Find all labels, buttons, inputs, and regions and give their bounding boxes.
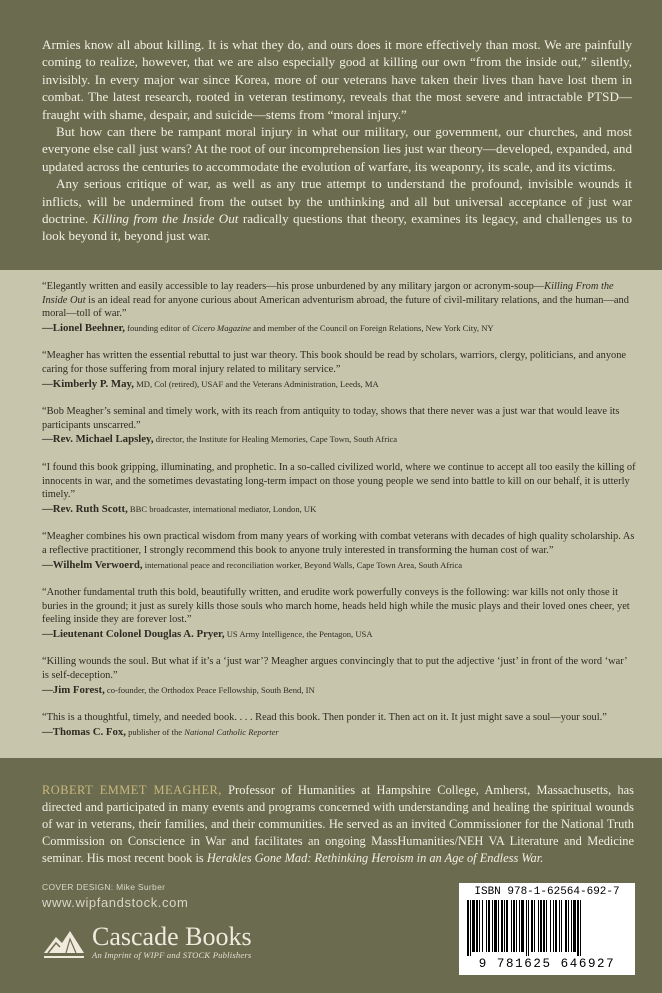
endorser-name: —Rev. Michael Lapsley, <box>42 433 154 446</box>
endorsement-quote <box>42 530 636 557</box>
endorser-role: publisher of the <box>125 726 185 737</box>
author-bio <box>0 770 662 866</box>
endorsement-quote <box>42 655 636 682</box>
credits <box>42 882 188 910</box>
endorser-name: —Kimberly P. May, <box>42 377 134 390</box>
endorsement-attribution <box>42 322 636 336</box>
author-name: ROBERT EMMET MEAGHER, <box>42 783 222 798</box>
quote-text: “Bob Meagher’s seminal and timely work, with its reach from antiquity to today, shows that there never was a just war that would leave its participants unscarred.” <box>42 406 620 431</box>
endorser-role: international peace and reconciliation worker, Beyond Walls, Cape Town Area, South Africa <box>142 559 463 570</box>
endorser-role: US Army Intelligence, the Pentagon, USA <box>224 628 373 639</box>
endorsement-quote <box>42 586 636 627</box>
endorsements-section <box>0 270 662 758</box>
endorsement <box>42 655 636 697</box>
endorser-role: MD, Col (retired), USAF and the Veterans Administration, Leeds, MA <box>133 378 379 389</box>
endorser-name: —Lieutenant Colonel Douglas A. Pryer, <box>42 627 225 640</box>
quote-text: “Another fundamental truth this bold, beautifully written, and erudite work powerfully conveys is the following: war kills not only those it buries in the ground; it just as surely kills those souls who march home, heads held high while the music plays and their loved ones cheer, yet feeling inside they are forever lost.” <box>42 587 630 626</box>
endorsement-quote <box>42 711 636 725</box>
quote-text: “This is a thoughtful, timely, and needed book. . . . Read this book. Then ponder it. Then act on it. It just might save a soul—your soul.” <box>42 712 607 724</box>
endorsement <box>42 586 636 641</box>
book-title: Killing from the Inside Out <box>92 211 239 227</box>
isbn-label: ISBN 978-1-62564-692-7 <box>474 886 620 898</box>
endorsement-attribution <box>42 378 636 392</box>
description-paragraph-3 <box>42 175 632 245</box>
cover-design-credit: COVER DESIGN: Mike Surber <box>42 882 166 892</box>
mountain-logo-icon <box>42 923 86 961</box>
bio-book-title: Herakles Gone Mad: Rethinking Heroism in an Age of Endless War. <box>206 850 544 865</box>
quote-text: “Meagher combines his own practical wisdom from many years of working with combat veterans with decades of high quality scholarship. As a reflective practitioner, I strongly recommend this book to anyone truly interested in transforming the human cost of war.” <box>42 531 635 556</box>
publisher-url: www.wipfandstock.com <box>42 895 189 910</box>
endorsement-attribution <box>42 433 636 447</box>
endorsement-attribution <box>42 684 636 698</box>
barcode <box>459 883 635 975</box>
endorser-role: founding editor of <box>124 322 192 333</box>
quote-text: is an ideal read for anyone curious about American adventurism abroad, the future of civil-military relations, and the human—and moral—toll of war.” <box>42 294 629 320</box>
endorser-role: and member of the Council on Foreign Relations, New York City, NY <box>250 322 494 333</box>
endorsement-quote <box>42 349 636 376</box>
barcode-digits: 9 781625 646927 <box>478 957 616 971</box>
endorser-publication: Cicero Magazine <box>191 322 251 333</box>
endorsement-quote <box>42 405 636 432</box>
quote-text: “Elegantly written and easily accessible to lay readers—his prose unburdened by any military jargon or acronym-soup— <box>42 281 545 292</box>
bio-text: Professor of Humanities at Hampshire College, Amherst, Massachusetts, has directed and participated in many events and programs concerned with understanding and healing the spiritual wounds of war in veterans, their families, and their communities. He served as an invited Commissioner for the National Truth Commission on Conscience in War and facilitates an ongoing MassHumanities/NEH VA Literature and Medicine seminar. His most recent book is <box>42 783 635 865</box>
description-section <box>0 0 662 270</box>
endorser-role: BBC broadcaster, international mediator, London, UK <box>127 503 317 514</box>
publisher-name: Cascade Books <box>92 922 252 951</box>
endorser-name: —Lionel Beehner, <box>42 321 125 334</box>
endorser-role: director, the Institute for Healing Memories, Cape Town, South Africa <box>153 434 398 445</box>
publisher-imprint: An Imprint of WIPF and STOCK Publishers <box>92 950 252 960</box>
quote-text: “I found this book gripping, illuminating, and prophetic. In a so-called civilized world, where we continue to accept all too easily the killing of innocents in war, and the sometimes devastating long-term impact on those young people we send into battle to kill on our behalf, it is utterly timely.” <box>42 461 636 501</box>
endorsement-attribution <box>42 559 636 573</box>
endorser-name: —Jim Forest, <box>42 683 105 696</box>
endorsement <box>42 405 636 447</box>
endorsement-quote <box>42 461 636 502</box>
endorser-name: —Wilhelm Verwoerd, <box>42 558 143 571</box>
endorsement <box>42 461 636 516</box>
author-section <box>0 758 662 993</box>
description-text: Any serious critique of war, as well as any true attempt to understand the profound, invisible wounds it inflicts, will be undermined from the outset by the unthinking and all but universal acceptance of just war doctrine. <box>42 176 632 227</box>
endorsement-attribution <box>42 628 636 642</box>
endorser-name: —Thomas C. Fox, <box>42 725 126 738</box>
endorser-role: co-founder, the Orthodox Peace Fellowship, South Bend, IN <box>104 684 315 695</box>
endorsement-attribution <box>42 726 636 740</box>
quote-title: Killing From the Inside Out <box>42 281 614 306</box>
endorsement <box>42 530 636 572</box>
description-paragraph-2: But how can there be rampant moral injury in what our military, our government, our churches, and most everyone else call just wars? At the root of our incomprehension lies just war theory—developed, expanded, and updated across the centuries to accommodate the evolution of warfare, its weaponry, its scale, and its victims. <box>42 124 632 174</box>
barcode-bars <box>465 900 629 956</box>
endorsement <box>42 349 636 391</box>
endorsement <box>42 280 636 335</box>
endorsement <box>42 711 636 739</box>
publisher-logo <box>42 923 252 961</box>
endorsement-quote <box>42 280 636 321</box>
description-paragraph-1: Armies know all about killing. It is what they do, and ours does it more effectively than most. We are painfully coming to realize, however, that we are also especially good at killing our own “from the inside out,” silently, invisibly. In every major war since Korea, more of our veterans have taken their lives than have lost them in combat. The latest research, rooted in veteran testimony, reveals that the most severe and intractable PTSD—fraught with shame, despair, and suicide—stems from “moral injury.” <box>42 37 632 122</box>
quote-text: “Meagher has written the essential rebuttal to just war theory. This book should be read by scholars, warriors, clergy, politicians, and anyone caring for those suffering from moral injury related to military service.” <box>42 350 627 375</box>
endorsement-attribution <box>42 503 636 517</box>
description-text: radically questions that theory, examines its legacy, and challenges us to look beyond it, beyond just war. <box>42 211 632 244</box>
endorser-name: —Rev. Ruth Scott, <box>42 502 128 515</box>
quote-text: “Killing wounds the soul. But what if it’s a ‘just war’? Meagher argues convincingly that to put the adjective ‘just’ in front of the word ‘war’ is self-deception.” <box>42 656 627 682</box>
endorser-publication: National Catholic Reporter <box>184 726 279 737</box>
